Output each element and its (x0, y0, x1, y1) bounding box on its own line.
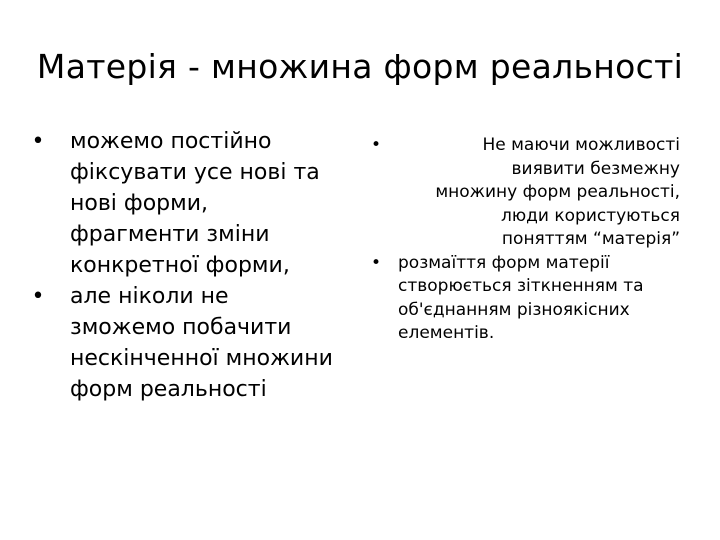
left-column (26, 126, 356, 405)
list-item (26, 126, 356, 281)
list-item-line: зможемо побачити (70, 315, 292, 340)
list-item (366, 134, 696, 252)
list-item-line: створюється зіткненням та (398, 276, 644, 296)
bullet-icon: • (370, 252, 382, 273)
list-item-line: елементів. (398, 323, 495, 343)
list-item-line: розмаїття форм матерії (398, 252, 610, 273)
list-item-line: поняттям “матерія” (501, 229, 680, 249)
list-item-line: конкретної форми, (70, 253, 290, 278)
bullet-icon: • (370, 135, 382, 155)
bullet-icon: • (31, 129, 45, 154)
list-item-line: фрагменти зміни (70, 222, 270, 247)
list-item-line: виявити безмежну (511, 158, 680, 179)
list-item-line: нові форми, (70, 191, 209, 216)
list-item-line: множину форм реальності, (435, 182, 680, 202)
bullet-icon: • (31, 284, 45, 309)
list-item-line: фіксувати усе нові та (70, 160, 320, 185)
list-item-line: можемо постійно (70, 129, 272, 154)
list-item-line: але ніколи не (70, 284, 229, 309)
list-item-line: Не маючи можливості (482, 135, 680, 155)
list-item-text (396, 134, 696, 252)
list-item (366, 252, 696, 346)
list-item-line: нескінченної множини (70, 346, 333, 371)
list-item-text (398, 252, 696, 346)
right-bullet-list (366, 134, 696, 346)
list-item-line: об'єднанням різноякісних (398, 299, 630, 320)
right-column (366, 134, 696, 346)
list-item (26, 281, 356, 405)
list-item-line: форм реальності (70, 377, 267, 402)
slide-title: Матерія - множина форм реальності (36, 47, 684, 86)
list-item-line: люди користуються (500, 205, 680, 226)
left-bullet-list (26, 126, 356, 405)
